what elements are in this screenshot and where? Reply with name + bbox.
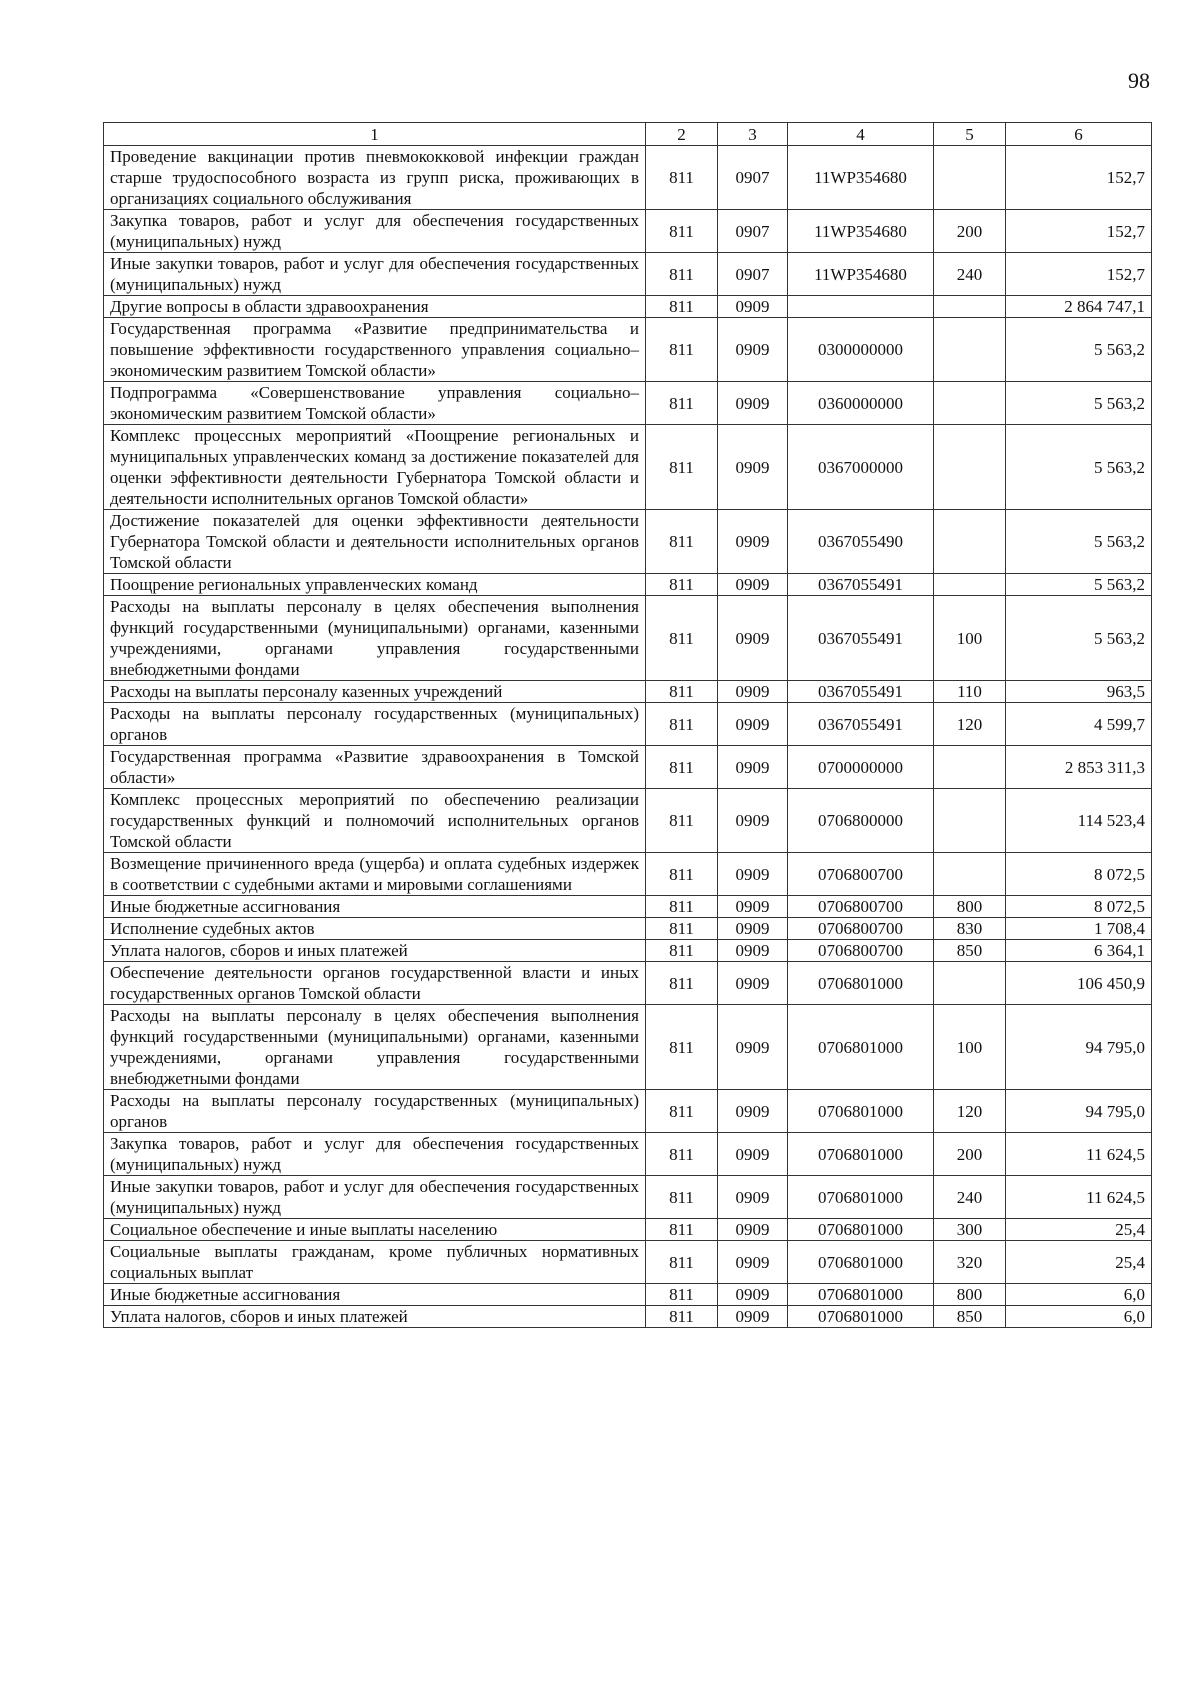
row-target-code: 0367055491	[788, 574, 934, 596]
row-name: Уплата налогов, сборов и иных платежей	[104, 940, 646, 962]
row-amount: 1 708,4	[1006, 918, 1152, 940]
row-section-code: 0909	[718, 681, 788, 703]
row-amount: 11 624,5	[1006, 1176, 1152, 1219]
row-ministry-code: 811	[646, 1219, 718, 1241]
row-ministry-code: 811	[646, 253, 718, 296]
row-expense-type: 300	[934, 1219, 1006, 1241]
row-ministry-code: 811	[646, 940, 718, 962]
row-amount: 106 450,9	[1006, 962, 1152, 1005]
row-section-code: 0909	[718, 746, 788, 789]
table-row	[104, 918, 1152, 940]
row-target-code: 0706800700	[788, 940, 934, 962]
row-section-code: 0909	[718, 296, 788, 318]
table-row	[104, 146, 1152, 210]
row-expense-type	[934, 510, 1006, 574]
row-name: Исполнение судебных актов	[104, 918, 646, 940]
row-name: Подпрограмма «Совершенствование управления социально–экономическим развитием Томской области»	[104, 382, 646, 425]
table-row	[104, 1219, 1152, 1241]
row-expense-type: 800	[934, 1284, 1006, 1306]
table-row	[104, 962, 1152, 1005]
row-name: Уплата налогов, сборов и иных платежей	[104, 1306, 646, 1328]
row-section-code: 0909	[718, 596, 788, 681]
table-row	[104, 253, 1152, 296]
row-amount: 963,5	[1006, 681, 1152, 703]
row-target-code: 11WP354680	[788, 210, 934, 253]
row-name: Иные закупки товаров, работ и услуг для обеспечения государственных (муниципальных) нужд	[104, 253, 646, 296]
row-name: Другие вопросы в области здравоохранения	[104, 296, 646, 318]
row-section-code: 0909	[718, 318, 788, 382]
row-ministry-code: 811	[646, 146, 718, 210]
row-amount: 25,4	[1006, 1241, 1152, 1284]
row-name: Возмещение причиненного вреда (ущерба) и оплата судебных издержек в соответствии с судебными актами и мировыми соглашениями	[104, 853, 646, 896]
row-expense-type	[934, 962, 1006, 1005]
row-name: Обеспечение деятельности органов государственной власти и иных государственных органов Томской области	[104, 962, 646, 1005]
row-expense-type: 850	[934, 940, 1006, 962]
row-target-code: 0706800000	[788, 789, 934, 853]
row-expense-type: 120	[934, 1090, 1006, 1133]
table-header	[104, 123, 1152, 146]
table-row	[104, 896, 1152, 918]
row-section-code: 0909	[718, 789, 788, 853]
row-target-code: 0367000000	[788, 425, 934, 510]
row-section-code: 0909	[718, 896, 788, 918]
table-row	[104, 746, 1152, 789]
row-name: Закупка товаров, работ и услуг для обеспечения государственных (муниципальных) нужд	[104, 1133, 646, 1176]
table-row	[104, 1133, 1152, 1176]
row-section-code: 0907	[718, 146, 788, 210]
row-expense-type: 800	[934, 896, 1006, 918]
row-name: Закупка товаров, работ и услуг для обеспечения государственных (муниципальных) нужд	[104, 210, 646, 253]
header-row	[104, 123, 1152, 146]
header-col-1: 1	[104, 123, 646, 146]
table-row	[104, 703, 1152, 746]
header-col-6: 6	[1006, 123, 1152, 146]
table-body	[104, 146, 1152, 1328]
budget-table	[103, 122, 1152, 1328]
row-name: Государственная программа «Развитие здравоохранения в Томской области»	[104, 746, 646, 789]
table-row	[104, 210, 1152, 253]
row-target-code: 0706801000	[788, 1306, 934, 1328]
row-name: Комплекс процессных мероприятий по обеспечению реализации государственных функций и полномочий исполнительных органов Томской области	[104, 789, 646, 853]
table-row	[104, 1284, 1152, 1306]
row-ministry-code: 811	[646, 425, 718, 510]
row-amount: 25,4	[1006, 1219, 1152, 1241]
table-row	[104, 510, 1152, 574]
row-section-code: 0909	[718, 1090, 788, 1133]
row-amount: 94 795,0	[1006, 1005, 1152, 1090]
row-section-code: 0907	[718, 253, 788, 296]
row-section-code: 0909	[718, 1241, 788, 1284]
row-section-code: 0909	[718, 962, 788, 1005]
table-row	[104, 382, 1152, 425]
row-amount: 152,7	[1006, 146, 1152, 210]
row-section-code: 0907	[718, 210, 788, 253]
row-name: Достижение показателей для оценки эффективности деятельности Губернатора Томской области и деятельности исполнительных органов Томской области	[104, 510, 646, 574]
row-target-code: 0706801000	[788, 1005, 934, 1090]
row-ministry-code: 811	[646, 318, 718, 382]
row-target-code: 0367055490	[788, 510, 934, 574]
row-amount: 2 853 311,3	[1006, 746, 1152, 789]
page-number: 98	[1128, 68, 1150, 93]
row-amount: 4 599,7	[1006, 703, 1152, 746]
row-target-code	[788, 296, 934, 318]
row-name: Расходы на выплаты персоналу государственных (муниципальных) органов	[104, 1090, 646, 1133]
row-name: Государственная программа «Развитие предпринимательства и повышение эффективности государственного управления социально–экономическим развитием Томской области»	[104, 318, 646, 382]
row-ministry-code: 811	[646, 382, 718, 425]
row-target-code: 0367055491	[788, 703, 934, 746]
row-target-code: 0700000000	[788, 746, 934, 789]
row-target-code: 11WP354680	[788, 146, 934, 210]
table-row	[104, 681, 1152, 703]
table-row	[104, 1176, 1152, 1219]
row-section-code: 0909	[718, 940, 788, 962]
row-ministry-code: 811	[646, 574, 718, 596]
row-amount: 5 563,2	[1006, 382, 1152, 425]
row-ministry-code: 811	[646, 1306, 718, 1328]
header-col-4: 4	[788, 123, 934, 146]
row-amount: 5 563,2	[1006, 574, 1152, 596]
row-expense-type: 110	[934, 681, 1006, 703]
row-ministry-code: 811	[646, 296, 718, 318]
row-ministry-code: 811	[646, 1176, 718, 1219]
row-section-code: 0909	[718, 1219, 788, 1241]
row-amount: 8 072,5	[1006, 896, 1152, 918]
row-name: Социальное обеспечение и иные выплаты населению	[104, 1219, 646, 1241]
row-target-code: 0706801000	[788, 1090, 934, 1133]
row-name: Расходы на выплаты персоналу в целях обеспечения выполнения функций государственными (муниципальными) органами, казенными учреждениями, органами управления государственными внебюджетными фондами	[104, 596, 646, 681]
table-row	[104, 1090, 1152, 1133]
row-name: Расходы на выплаты персоналу казенных учреждений	[104, 681, 646, 703]
row-expense-type	[934, 574, 1006, 596]
row-target-code: 0360000000	[788, 382, 934, 425]
row-amount: 94 795,0	[1006, 1090, 1152, 1133]
row-amount: 8 072,5	[1006, 853, 1152, 896]
row-expense-type: 100	[934, 596, 1006, 681]
row-section-code: 0909	[718, 1005, 788, 1090]
row-ministry-code: 811	[646, 1284, 718, 1306]
row-section-code: 0909	[718, 1133, 788, 1176]
row-ministry-code: 811	[646, 918, 718, 940]
row-amount: 6,0	[1006, 1284, 1152, 1306]
row-expense-type: 240	[934, 253, 1006, 296]
table-row	[104, 596, 1152, 681]
row-section-code: 0909	[718, 382, 788, 425]
row-target-code: 0706801000	[788, 1176, 934, 1219]
row-expense-type	[934, 146, 1006, 210]
row-section-code: 0909	[718, 425, 788, 510]
row-target-code: 11WP354680	[788, 253, 934, 296]
row-ministry-code: 811	[646, 1090, 718, 1133]
table-row	[104, 296, 1152, 318]
row-amount: 5 563,2	[1006, 596, 1152, 681]
row-expense-type	[934, 425, 1006, 510]
row-ministry-code: 811	[646, 596, 718, 681]
header-col-2: 2	[646, 123, 718, 146]
row-section-code: 0909	[718, 918, 788, 940]
row-target-code: 0367055491	[788, 596, 934, 681]
row-amount: 11 624,5	[1006, 1133, 1152, 1176]
row-expense-type: 320	[934, 1241, 1006, 1284]
table-row	[104, 1241, 1152, 1284]
row-target-code: 0300000000	[788, 318, 934, 382]
row-expense-type: 850	[934, 1306, 1006, 1328]
row-expense-type	[934, 853, 1006, 896]
row-expense-type: 100	[934, 1005, 1006, 1090]
row-amount: 6 364,1	[1006, 940, 1152, 962]
row-name: Расходы на выплаты персоналу государственных (муниципальных) органов	[104, 703, 646, 746]
row-ministry-code: 811	[646, 703, 718, 746]
row-ministry-code: 811	[646, 896, 718, 918]
row-ministry-code: 811	[646, 962, 718, 1005]
row-amount: 6,0	[1006, 1306, 1152, 1328]
table-row	[104, 425, 1152, 510]
row-name: Комплекс процессных мероприятий «Поощрение региональных и муниципальных управленческих команд за достижение показателей для оценки эффективности деятельности Губернатора Томской области и деятельности исполнительных органов Томской области»	[104, 425, 646, 510]
row-section-code: 0909	[718, 510, 788, 574]
table-row	[104, 853, 1152, 896]
table-row	[104, 1005, 1152, 1090]
row-expense-type	[934, 746, 1006, 789]
row-name: Поощрение региональных управленческих команд	[104, 574, 646, 596]
row-expense-type: 120	[934, 703, 1006, 746]
row-expense-type: 200	[934, 1133, 1006, 1176]
row-name: Расходы на выплаты персоналу в целях обеспечения выполнения функций государственными (муниципальными) органами, казенными учреждениями, органами управления государственными внебюджетными фондами	[104, 1005, 646, 1090]
row-ministry-code: 811	[646, 210, 718, 253]
row-expense-type	[934, 382, 1006, 425]
row-ministry-code: 811	[646, 789, 718, 853]
row-target-code: 0706801000	[788, 962, 934, 1005]
row-ministry-code: 811	[646, 1005, 718, 1090]
row-name: Иные бюджетные ассигнования	[104, 896, 646, 918]
row-expense-type	[934, 789, 1006, 853]
row-name: Иные бюджетные ассигнования	[104, 1284, 646, 1306]
row-target-code: 0706801000	[788, 1219, 934, 1241]
table-row	[104, 318, 1152, 382]
table-row	[104, 940, 1152, 962]
row-ministry-code: 811	[646, 510, 718, 574]
table-row	[104, 789, 1152, 853]
table-row	[104, 1306, 1152, 1328]
row-expense-type: 240	[934, 1176, 1006, 1219]
row-target-code: 0367055491	[788, 681, 934, 703]
row-ministry-code: 811	[646, 1241, 718, 1284]
header-col-3: 3	[718, 123, 788, 146]
row-ministry-code: 811	[646, 853, 718, 896]
row-section-code: 0909	[718, 703, 788, 746]
row-target-code: 0706801000	[788, 1133, 934, 1176]
row-section-code: 0909	[718, 574, 788, 596]
row-amount: 2 864 747,1	[1006, 296, 1152, 318]
row-expense-type: 200	[934, 210, 1006, 253]
row-section-code: 0909	[718, 1284, 788, 1306]
row-ministry-code: 811	[646, 681, 718, 703]
row-name: Иные закупки товаров, работ и услуг для обеспечения государственных (муниципальных) нужд	[104, 1176, 646, 1219]
row-amount: 5 563,2	[1006, 425, 1152, 510]
row-name: Проведение вакцинации против пневмококковой инфекции граждан старше трудоспособного возраста из групп риска, проживающих в организациях социального обслуживания	[104, 146, 646, 210]
row-section-code: 0909	[718, 1176, 788, 1219]
row-amount: 5 563,2	[1006, 318, 1152, 382]
row-amount: 5 563,2	[1006, 510, 1152, 574]
row-target-code: 0706800700	[788, 896, 934, 918]
header-col-5: 5	[934, 123, 1006, 146]
row-section-code: 0909	[718, 853, 788, 896]
row-section-code: 0909	[718, 1306, 788, 1328]
row-target-code: 0706800700	[788, 853, 934, 896]
row-name: Социальные выплаты гражданам, кроме публичных нормативных социальных выплат	[104, 1241, 646, 1284]
row-expense-type	[934, 318, 1006, 382]
row-target-code: 0706800700	[788, 918, 934, 940]
row-expense-type	[934, 296, 1006, 318]
row-ministry-code: 811	[646, 746, 718, 789]
row-target-code: 0706801000	[788, 1241, 934, 1284]
row-amount: 152,7	[1006, 210, 1152, 253]
row-target-code: 0706801000	[788, 1284, 934, 1306]
table-row	[104, 574, 1152, 596]
row-expense-type: 830	[934, 918, 1006, 940]
row-amount: 152,7	[1006, 253, 1152, 296]
row-amount: 114 523,4	[1006, 789, 1152, 853]
row-ministry-code: 811	[646, 1133, 718, 1176]
